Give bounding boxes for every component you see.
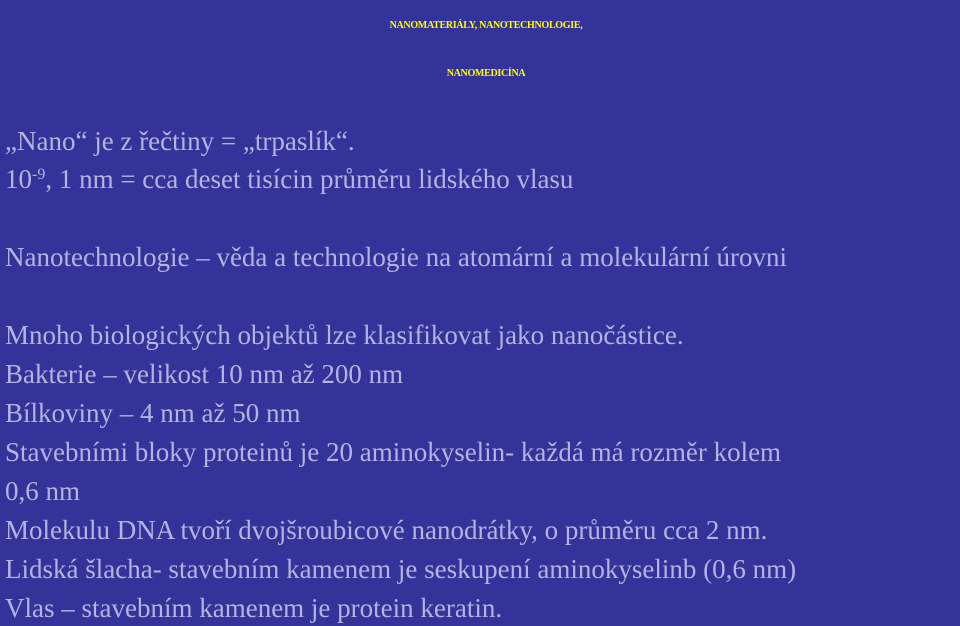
bacteria-line: Bakterie – velikost 10 nm až 200 nm — [5, 359, 404, 389]
bio-intro: Mnoho biologických objektů lze klasifikovat jako nanočástice. — [5, 320, 684, 350]
scale-exponent: -9 — [32, 166, 46, 183]
amino-acids-line-2: 0,6 nm — [5, 476, 81, 506]
amino-acids-line-1: Stavebními bloky proteinů je 20 aminokyselin- každá má rozměr kolem — [5, 437, 782, 467]
dna-line: Molekulu DNA tvoří dvojšroubicové nanodrátky, o průměru cca 2 nm. — [5, 515, 768, 545]
slide-title-line-1: NANOMATERIÁLY, NANOTECHNOLOGIE, — [389, 20, 583, 31]
proteins-line: Bílkoviny – 4 nm až 50 nm — [5, 398, 301, 428]
hair-line: Vlas – stavebním kamenem je protein keratin. — [5, 593, 503, 623]
tendon-line: Lidská šlacha- stavebním kamenem je seskupení aminokyselinb (0,6 nm) — [5, 554, 797, 584]
nano-definition: „Nano“ je z řečtiny = „trpaslík“. — [5, 126, 355, 156]
slide-title-line-2: NANOMEDICÍNA — [446, 68, 526, 79]
scale-base: 10 — [5, 164, 32, 194]
scale-line — [5, 162, 573, 196]
scale-text: , 1 nm = cca deset tisícin průměru lidského vlasu — [45, 164, 574, 194]
nanotech-definition: Nanotechnologie – věda a technologie na atomární a molekulární úrovni — [5, 242, 787, 272]
